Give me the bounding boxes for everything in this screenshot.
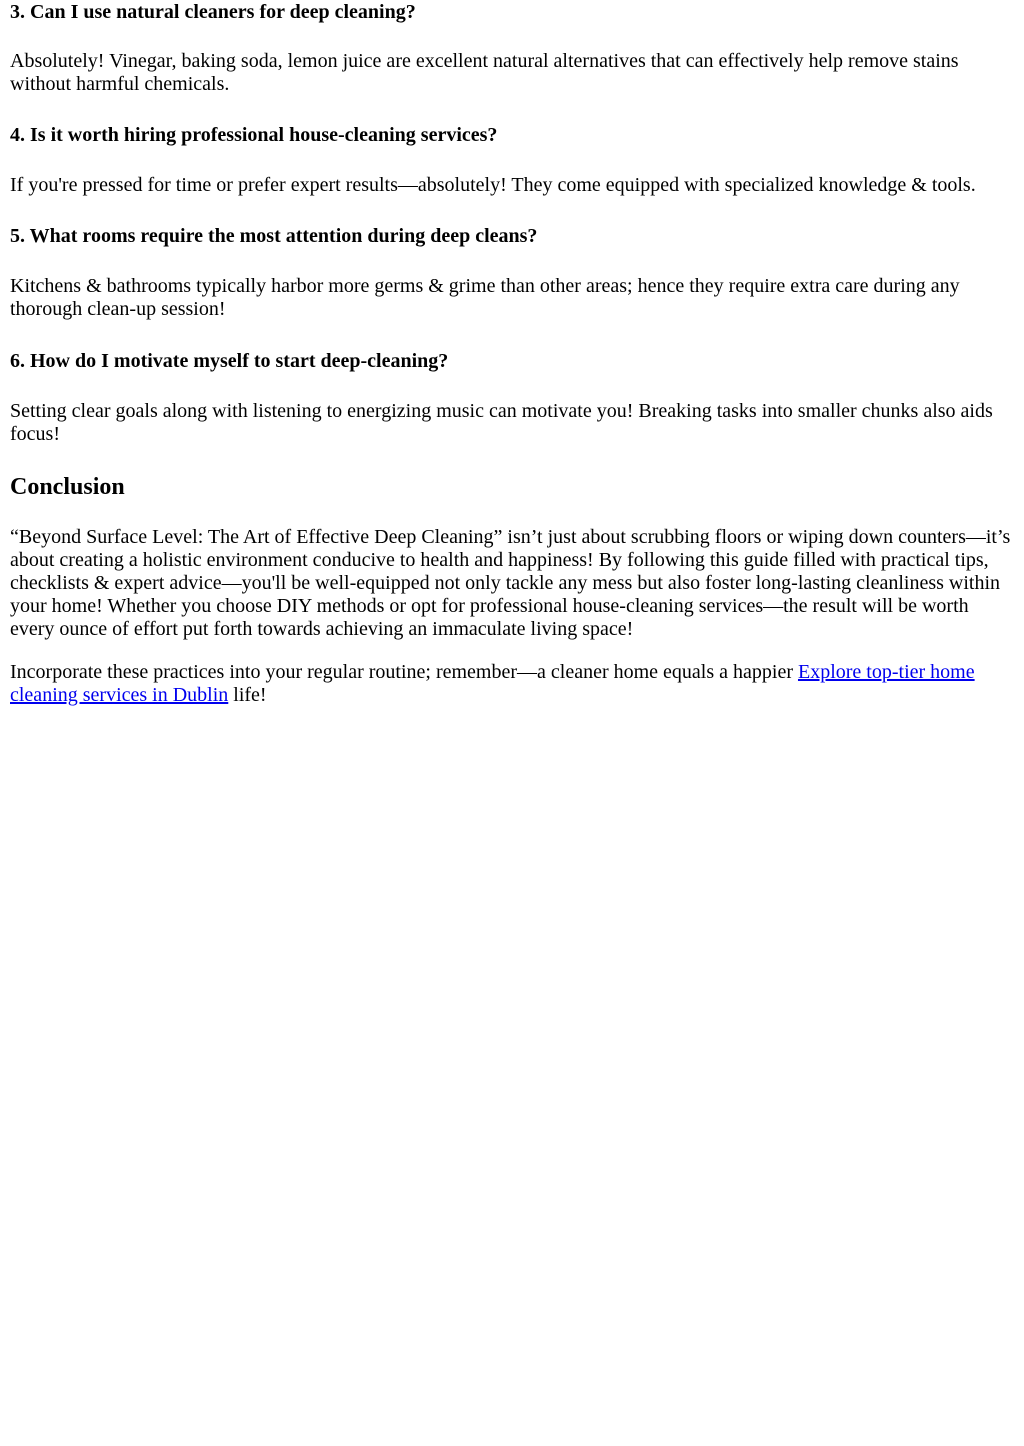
faq-answer-5: Kitchens & bathrooms typically harbor more germs & grime than other areas; hence they require extra care during any thorough clean-up session! xyxy=(10,275,960,320)
article-content xyxy=(0,0,1024,707)
faq-answer-4: If you're pressed for time or prefer expert results—absolutely! They come equipped with specialized knowledge & tools. xyxy=(10,174,976,196)
faq-question-3: 3. Can I use natural cleaners for deep cleaning? xyxy=(10,1,416,23)
faq-question-6: 6. How do I motivate myself to start deep-cleaning? xyxy=(10,350,449,372)
closing-text-after-link: life! xyxy=(228,684,267,706)
conclusion-paragraph: “Beyond Surface Level: The Art of Effective Deep Cleaning” isn’t just about scrubbing floors or wiping down counters—it’s about creating a holistic environment conducive to health and happiness! By following this guide filled with practical tips, checklists & expert advice—you'll be well-equipped not only tackle any mess but also foster long-lasting cleanliness within your home! Whether you choose DIY methods or opt for professional house-cleaning services—the result will be worth every ounce of effort put forth towards achieving an immaculate living space! xyxy=(10,526,1011,640)
conclusion-heading: Conclusion xyxy=(10,474,125,500)
faq-answer-3: Absolutely! Vinegar, baking soda, lemon juice are excellent natural alternatives that can effectively help remove stains without harmful chemicals. xyxy=(10,50,959,95)
conclusion-closing-paragraph xyxy=(10,661,1014,707)
faq-answer-6: Setting clear goals along with listening to energizing music can motivate you! Breaking tasks into smaller chunks also aids focus! xyxy=(10,400,993,445)
faq-question-5: 5. What rooms require the most attention during deep cleans? xyxy=(10,225,538,247)
closing-text-before-link: Incorporate these practices into your regular routine; remember—a cleaner home equals a happier xyxy=(10,661,798,683)
cleaning-services-dublin-link[interactable]: Explore top-tier home cleaning services in Dublin xyxy=(10,661,975,706)
faq-question-4: 4. Is it worth hiring professional house-cleaning services? xyxy=(10,124,498,146)
